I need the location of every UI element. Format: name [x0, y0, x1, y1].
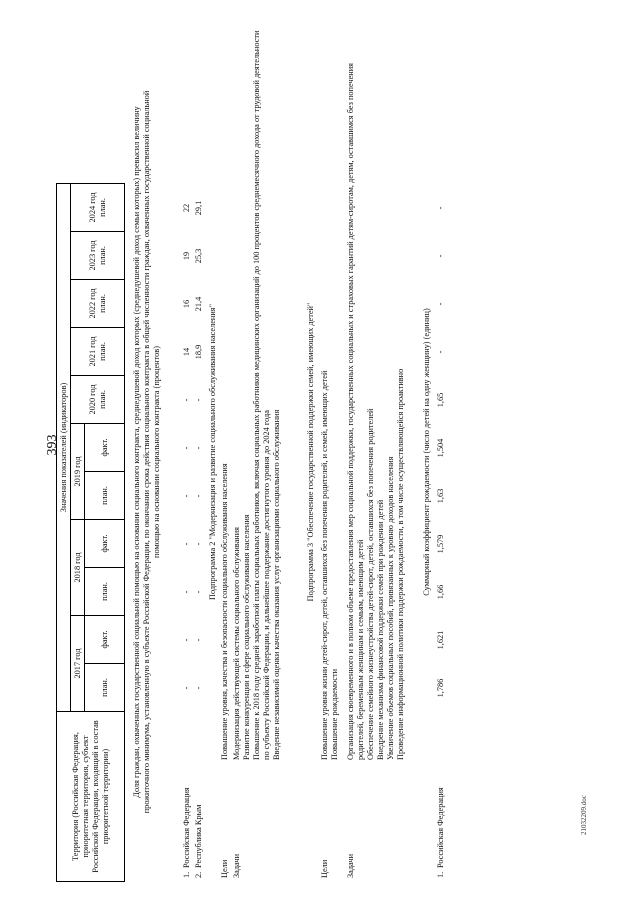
- page-number: 393: [45, 434, 60, 456]
- value-cell: -: [182, 494, 191, 498]
- task-item: Развитие конкуренции в сфере социального обслуживания населения: [242, 514, 251, 760]
- year-2018-header: 2018 год: [71, 520, 85, 616]
- document-code: 21032209.doc: [580, 795, 588, 835]
- task-item: Введение независимой оценки качества оказания услуг организациями социального обслуживания: [272, 409, 281, 760]
- year-2019-header: 2019 год: [71, 424, 85, 520]
- value-cell: 1,504: [436, 438, 445, 458]
- value-cell: 1,66: [436, 584, 445, 600]
- goal-item: Повышение уровня, качества и безопасности социального обслуживания населения: [220, 463, 229, 760]
- value-cell: 14: [182, 347, 191, 357]
- territory-header: Территория (Российская Федерация, приоритетная территория, субъект Российской Федерации, входящий в состав приоритетной территории): [57, 712, 125, 882]
- value-cell: 19: [182, 251, 191, 261]
- value-cell: 25,3: [194, 248, 203, 264]
- year-2024-header: 2024 год план.: [71, 183, 125, 231]
- value-cell: -: [194, 494, 203, 498]
- value-cell: -: [436, 254, 445, 258]
- row-number: 1.: [182, 871, 191, 878]
- tasks-list: [346, 24, 406, 760]
- territory-name: Российская Федерация: [182, 787, 191, 868]
- task-item: Повышение к 2018 году средней заработной платы социальных работников, включая социальных работников медицинских организаций до 100 процентов среднемесячного дохода от трудовой деятельности по субъекту Российской Федерации, и дальнейшее поддержание достигнутого уровня до 2024 года: [252, 30, 271, 760]
- year-2020-header: 2020 год план.: [71, 376, 125, 424]
- task-item: Модернизация действующей системы социального обслуживания: [232, 527, 241, 760]
- plan-header: план.: [85, 568, 125, 616]
- value-cell: 21,4: [194, 296, 203, 312]
- year-2023-header: 2023 год план.: [71, 232, 125, 280]
- tasks-label: Задачи: [346, 853, 355, 878]
- value-cell: -: [182, 638, 191, 642]
- value-cell: -: [194, 638, 203, 642]
- tasks-list: [232, 24, 282, 760]
- tasks-label: Задачи: [232, 853, 241, 878]
- goals-list: [220, 24, 230, 760]
- value-cell: -: [182, 686, 191, 690]
- subprogram-title: Подпрограмма 3 "Обеспечение государственной поддержки семей, имеющих детей": [306, 302, 315, 602]
- value-cell: 16: [182, 299, 191, 309]
- value-cell: -: [436, 206, 445, 210]
- indicator-table-header: [56, 21, 125, 882]
- task-item: Обеспечение семейного жизнеустройства детей-сирот, детей, оставшихся без попечения родителей: [366, 408, 375, 760]
- value-cell: -: [194, 686, 203, 690]
- table-row: [194, 22, 204, 882]
- goal-item: Повышение уровня жизни детей-сирот, детей, оставшихся без попечения родителей, и семей, имеющих детей: [320, 370, 329, 760]
- fact-header: факт.: [85, 616, 125, 664]
- values-header: Значения показателей (индикаторов): [57, 183, 71, 711]
- row-number: 1.: [436, 871, 445, 878]
- year-2017-header: 2017 год: [71, 616, 85, 712]
- rotated-page: [56, 22, 636, 882]
- value-cell: 1,621: [436, 630, 445, 650]
- plan-header: план.: [85, 664, 125, 712]
- value-cell: -: [194, 542, 203, 546]
- subprogram-title: Подпрограмма 2 "Модернизация и развитие социального обслуживания населения": [208, 304, 217, 601]
- value-cell: 18,9: [194, 344, 203, 360]
- task-item: Внедрение механизма финансовой поддержки семей при рождении детей: [376, 499, 385, 760]
- value-cell: -: [182, 590, 191, 594]
- row-number: 2.: [194, 871, 203, 878]
- value-cell: -: [194, 446, 203, 450]
- year-2022-header: 2022 год план.: [71, 280, 125, 328]
- plan-header: план.: [85, 472, 125, 520]
- value-cell: -: [436, 302, 445, 306]
- value-cell: -: [182, 542, 191, 546]
- territory-name: Российская Федерация: [436, 787, 445, 868]
- goals-list: [320, 24, 340, 760]
- value-cell: 1,63: [436, 488, 445, 504]
- value-cell: 1,579: [436, 534, 445, 554]
- value-cell: -: [436, 350, 445, 354]
- year-2021-header: 2021 год план.: [71, 328, 125, 376]
- table-row: [436, 22, 446, 882]
- fact-header: факт.: [85, 520, 125, 568]
- indicator-title: Доля граждан, охваченных государственной социальной помощью на основании социального контракта, среднедушевой доход которых (среднедушевой доход семьи которых) превысил величину прожиточного минимума, установленную в субъекте Российской Федерации, по окончании срока действия социального контракта в общей численности граждан, охваченных государственной социальной помощью на основании социального контракта (процентов): [132, 90, 161, 814]
- task-item: Организация своевременного и в полном объеме предоставления мер социальной поддержки, государственных социальных и страховых гарантий детям-сиротам, детям, оставшимся без попечения родителей, беременным женщинам и семьям, имеющим детей: [346, 62, 365, 760]
- task-item: Увеличение объемов социальных пособий, привязанных к уровню доходов населения: [386, 456, 395, 760]
- fact-header: факт.: [85, 424, 125, 472]
- goals-label: Цели: [320, 859, 329, 878]
- task-item: Проведение информационной политики поддержки рождаемости, в том числе осуществляющейся проактивно: [396, 368, 405, 760]
- value-cell: 22: [182, 203, 191, 213]
- value-cell: 29,1: [194, 200, 203, 216]
- territory-name: Республика Крым: [194, 804, 203, 868]
- value-cell: -: [182, 446, 191, 450]
- table-row: [182, 22, 192, 882]
- value-cell: -: [194, 590, 203, 594]
- goal-item: Повышение рождаемости: [330, 668, 339, 760]
- value-cell: -: [182, 398, 191, 402]
- indicator-title: Суммарный коэффициент рождаемости (число детей на одну женщину) (единиц): [422, 308, 431, 596]
- value-cell: -: [194, 398, 203, 402]
- goals-label: Цели: [220, 859, 229, 878]
- value-cell: 1,786: [436, 678, 445, 698]
- value-cell: 1,65: [436, 392, 445, 408]
